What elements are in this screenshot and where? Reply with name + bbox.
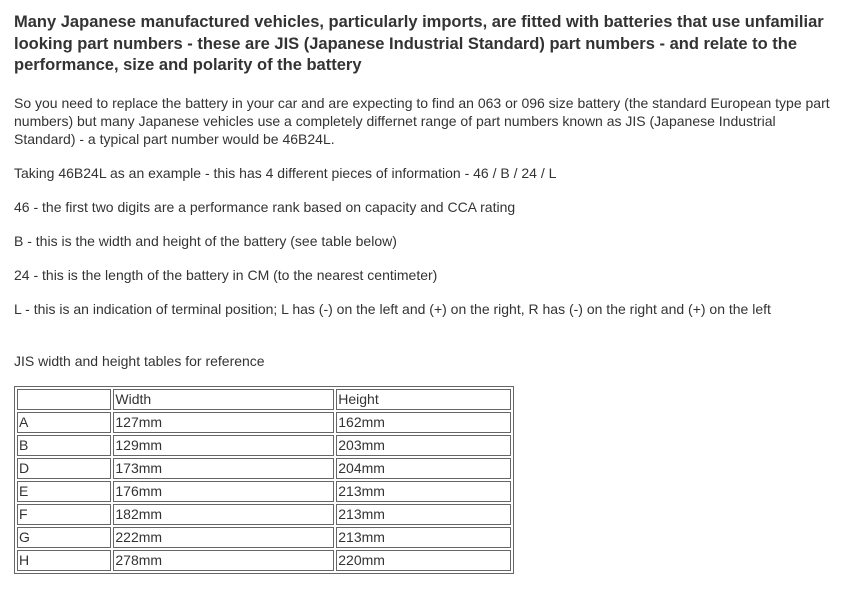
height-cell: 213mm	[336, 481, 511, 502]
height-cell: 220mm	[336, 550, 511, 571]
terminal-paragraph: L - this is an indication of terminal position; L has (-) on the left and (+) on the right, R has (-) on the right and (+) on the left	[14, 300, 771, 317]
width-cell: 278mm	[113, 550, 334, 571]
height-cell: 203mm	[336, 435, 511, 456]
article-heading: Many Japanese manufactured vehicles, particularly imports, are fitted with batteries that use unfamiliar looking part numbers - these are JIS (Japanese Industrial Standard) part numbers - and relate to the performance, size and polarity of the battery	[14, 13, 824, 74]
width-cell: 127mm	[113, 412, 334, 433]
size-code-cell: E	[17, 481, 111, 502]
table-row	[17, 435, 511, 456]
table-row	[17, 481, 511, 502]
height-cell: 213mm	[336, 504, 511, 525]
size-code-cell: D	[17, 458, 111, 479]
height-cell: 213mm	[336, 527, 511, 548]
table-row	[17, 412, 511, 433]
size-code-cell: B	[17, 435, 111, 456]
width-height-paragraph: B - this is the width and height of the battery (see table below)	[14, 232, 397, 249]
width-cell: 129mm	[113, 435, 334, 456]
size-code-cell: H	[17, 550, 111, 571]
header-cell-size-code	[17, 389, 111, 410]
width-cell: 176mm	[113, 481, 334, 502]
performance-paragraph: 46 - the first two digits are a performance rank based on capacity and CCA rating	[14, 198, 516, 215]
width-cell: 222mm	[113, 527, 334, 548]
jis-size-table	[14, 386, 514, 574]
size-code-cell: F	[17, 504, 111, 525]
width-cell: 182mm	[113, 504, 334, 525]
table-header-row	[17, 389, 511, 410]
table-caption: JIS width and height tables for reference	[14, 352, 265, 369]
table-row	[17, 458, 511, 479]
header-cell-width: Width	[113, 389, 334, 410]
intro-paragraph: So you need to replace the battery in your car and are expecting to find an 063 or 096 size battery (the standard European type part numbers) but many Japanese vehicles use a completely differnet range of part numbers known as JIS (Japanese Industrial Standard) - a typical part number would be 46B24L.	[14, 94, 830, 147]
size-code-cell: G	[17, 527, 111, 548]
size-code-cell: A	[17, 412, 111, 433]
width-cell: 173mm	[113, 458, 334, 479]
article	[14, 12, 832, 574]
height-cell: 204mm	[336, 458, 511, 479]
length-paragraph: 24 - this is the length of the battery in CM (to the nearest centimeter)	[14, 266, 438, 283]
header-cell-height: Height	[336, 389, 511, 410]
table-row	[17, 504, 511, 525]
table-row	[17, 550, 511, 571]
example-paragraph: Taking 46B24L as an example - this has 4 different pieces of information - 46 / B / 24 / L	[14, 164, 557, 181]
table-row	[17, 527, 511, 548]
height-cell: 162mm	[336, 412, 511, 433]
